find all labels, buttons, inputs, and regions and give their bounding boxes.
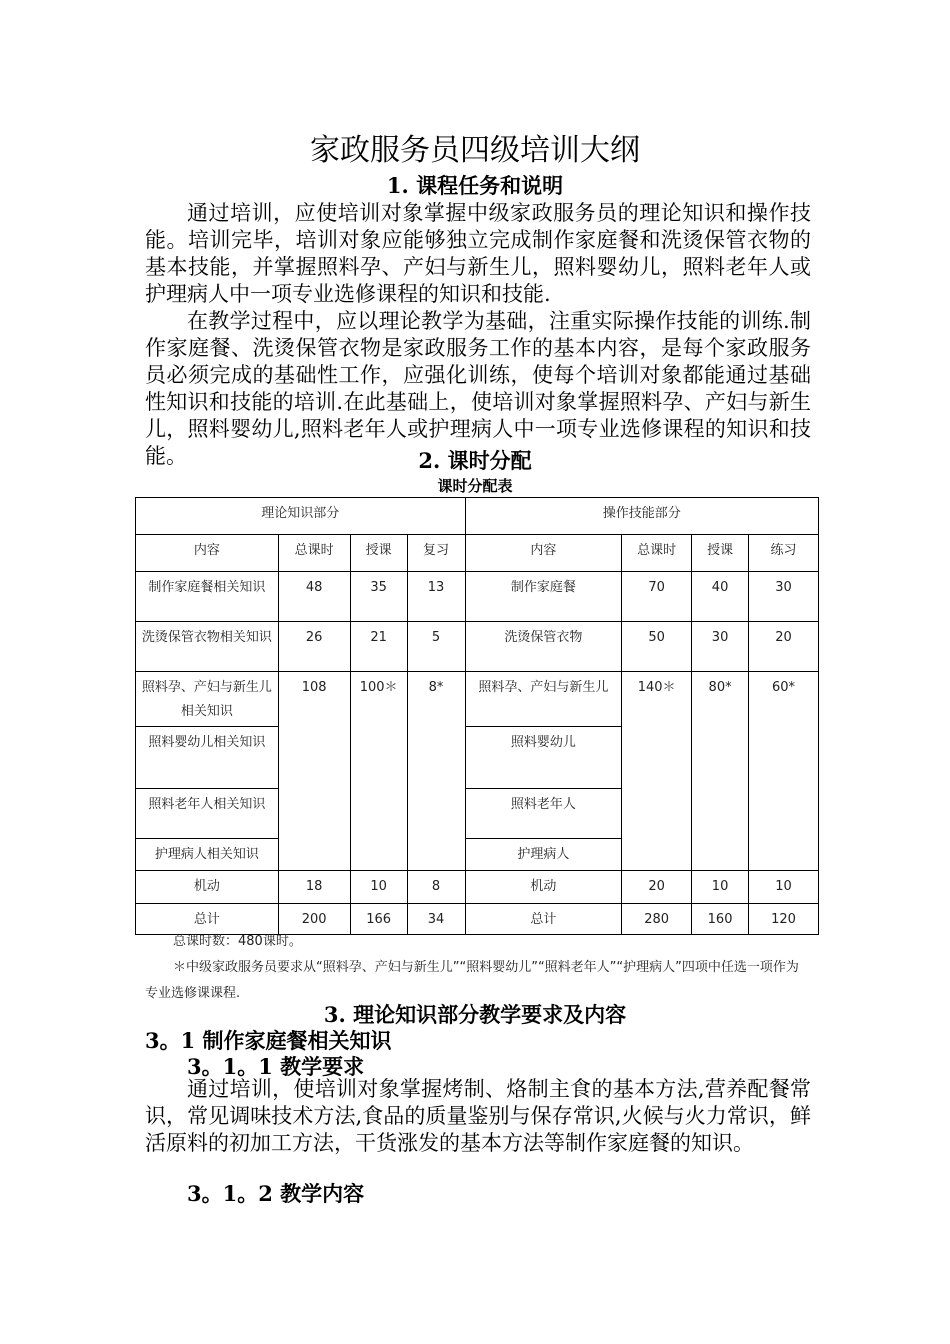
theory-section-header: 理论知识部分 [136,498,466,535]
cell-value: 20 [622,871,692,904]
skill-item-elderly: 照料老年人 [465,789,622,839]
col-header-skill-total: 总课时 [622,535,692,572]
section-1-paragraph-2: 在教学过程中，应以理论教学为基础，注重实际操作技能的训练.制作家庭餐、洗烫保管衣物是家政服务工作的基本内容，是每个家政服务员必须完成的基础性工作，应强化训练，使每个培训对象都能通过基础性知识和技能的培训.在此基础上，使培训对象掌握照料孕、产妇与新生儿，照料婴幼儿,照料老年人或护理病人中一项专业选修课程的知识和技能。 [145,309,811,468]
subsection-3-1-1-heading: 3。1。1 教学要求 [187,1054,365,1079]
skill-total-label: 总计 [465,904,622,935]
cell-value: 200 [278,904,350,935]
skill-item-flex: 机动 [465,871,622,904]
elective-total: 108 [278,672,350,871]
skill-section-header: 操作技能部分 [465,498,819,535]
cell-value: 280 [622,904,692,935]
table-caption: 课时分配表 [437,477,513,495]
subsection-3-1-heading: 3。1 制作家庭餐相关知识 [145,1028,392,1053]
cell-value: 50 [622,622,692,672]
cell-value: 70 [622,572,692,622]
document-title: 家政服务员四级培训大纲 [310,133,640,168]
theory-item-cooking: 制作家庭餐相关知识 [136,572,279,622]
elective-review: 8* [407,672,465,871]
theory-total-label: 总计 [136,904,279,935]
theory-item-maternal: 照料孕、产妇与新生儿相关知识 [136,672,279,727]
theory-item-elderly: 照料老年人相关知识 [136,789,279,839]
col-header-review: 复习 [407,535,465,572]
cell-value: 120 [749,904,819,935]
skill-item-infant: 照料婴幼儿 [465,727,622,789]
cell-value: 10 [692,871,749,904]
elective-skill-total: 140＊ [622,672,692,871]
col-header-total: 总课时 [278,535,350,572]
table-row [136,672,819,727]
elective-skill-teach: 80* [692,672,749,871]
elective-teach: 100＊ [350,672,407,871]
col-header-skill-teach: 授课 [692,535,749,572]
cell-value: 40 [692,572,749,622]
cell-value: 30 [692,622,749,672]
subsection-3-1-2-heading: 3。1。2 教学内容 [187,1181,365,1206]
table-row [136,622,819,672]
section-2-heading: 2. 课时分配 [418,448,532,473]
elective-footnote: ＊中级家政服务员要求从“照料孕、产妇与新生儿”“照料婴幼儿”“照料老年人”“护理病人”四项中任选一项作为专业选修课课程. [145,960,799,1001]
theory-item-laundry: 洗烫保管衣物相关知识 [136,622,279,672]
cell-value: 160 [692,904,749,935]
table-row [136,871,819,904]
cell-value: 48 [278,572,350,622]
cell-value: 26 [278,622,350,672]
elective-skill-practice: 60* [749,672,819,871]
hours-allocation-table [135,497,819,935]
section-3-paragraph: 通过培训，使培训对象掌握烤制、烙制主食的基本方法,营养配餐常识，常见调味技术方法,食品的质量鉴别与保存常识,火候与火力常识，鲜活原料的初加工方法，干货涨发的基本方法等制作家庭餐的知识。 [145,1077,811,1155]
skill-item-maternal: 照料孕、产妇与新生儿 [465,672,622,727]
col-header-skill-content: 内容 [465,535,622,572]
cell-value: 20 [749,622,819,672]
col-header-content: 内容 [136,535,279,572]
cell-value: 13 [407,572,465,622]
table-row [136,572,819,622]
skill-item-patient: 护理病人 [465,839,622,871]
section-3-heading: 3. 理论知识部分教学要求及内容 [323,1002,627,1027]
skill-item-cooking: 制作家庭餐 [465,572,622,622]
cell-value: 10 [749,871,819,904]
cell-value: 21 [350,622,407,672]
cell-value: 166 [350,904,407,935]
theory-item-flex: 机动 [136,871,279,904]
table-column-header-row [136,535,819,572]
col-header-teach: 授课 [350,535,407,572]
col-header-practice: 练习 [749,535,819,572]
theory-item-infant: 照料婴幼儿相关知识 [136,727,279,789]
section-1-paragraph-1: 通过培训，应使培训对象掌握中级家政服务员的理论知识和操作技能。培训完毕，培训对象应能够独立完成制作家庭餐和洗烫保管衣物的基本技能，并掌握照料孕、产妇与新生儿，照料婴幼儿，照料老年人或护理病人中一项专业选修课程的知识和技能. [145,201,811,306]
table-group-header-row [136,498,819,535]
cell-value: 5 [407,622,465,672]
cell-value: 34 [407,904,465,935]
cell-value: 8 [407,871,465,904]
theory-item-patient: 护理病人相关知识 [136,839,279,871]
cell-value: 35 [350,572,407,622]
total-hours-note: 总课时数：480课时。 [173,934,302,949]
cell-value: 10 [350,871,407,904]
skill-item-laundry: 洗烫保管衣物 [465,622,622,672]
cell-value: 18 [278,871,350,904]
section-1-heading: 1. 课程任务和说明 [386,173,564,198]
cell-value: 30 [749,572,819,622]
